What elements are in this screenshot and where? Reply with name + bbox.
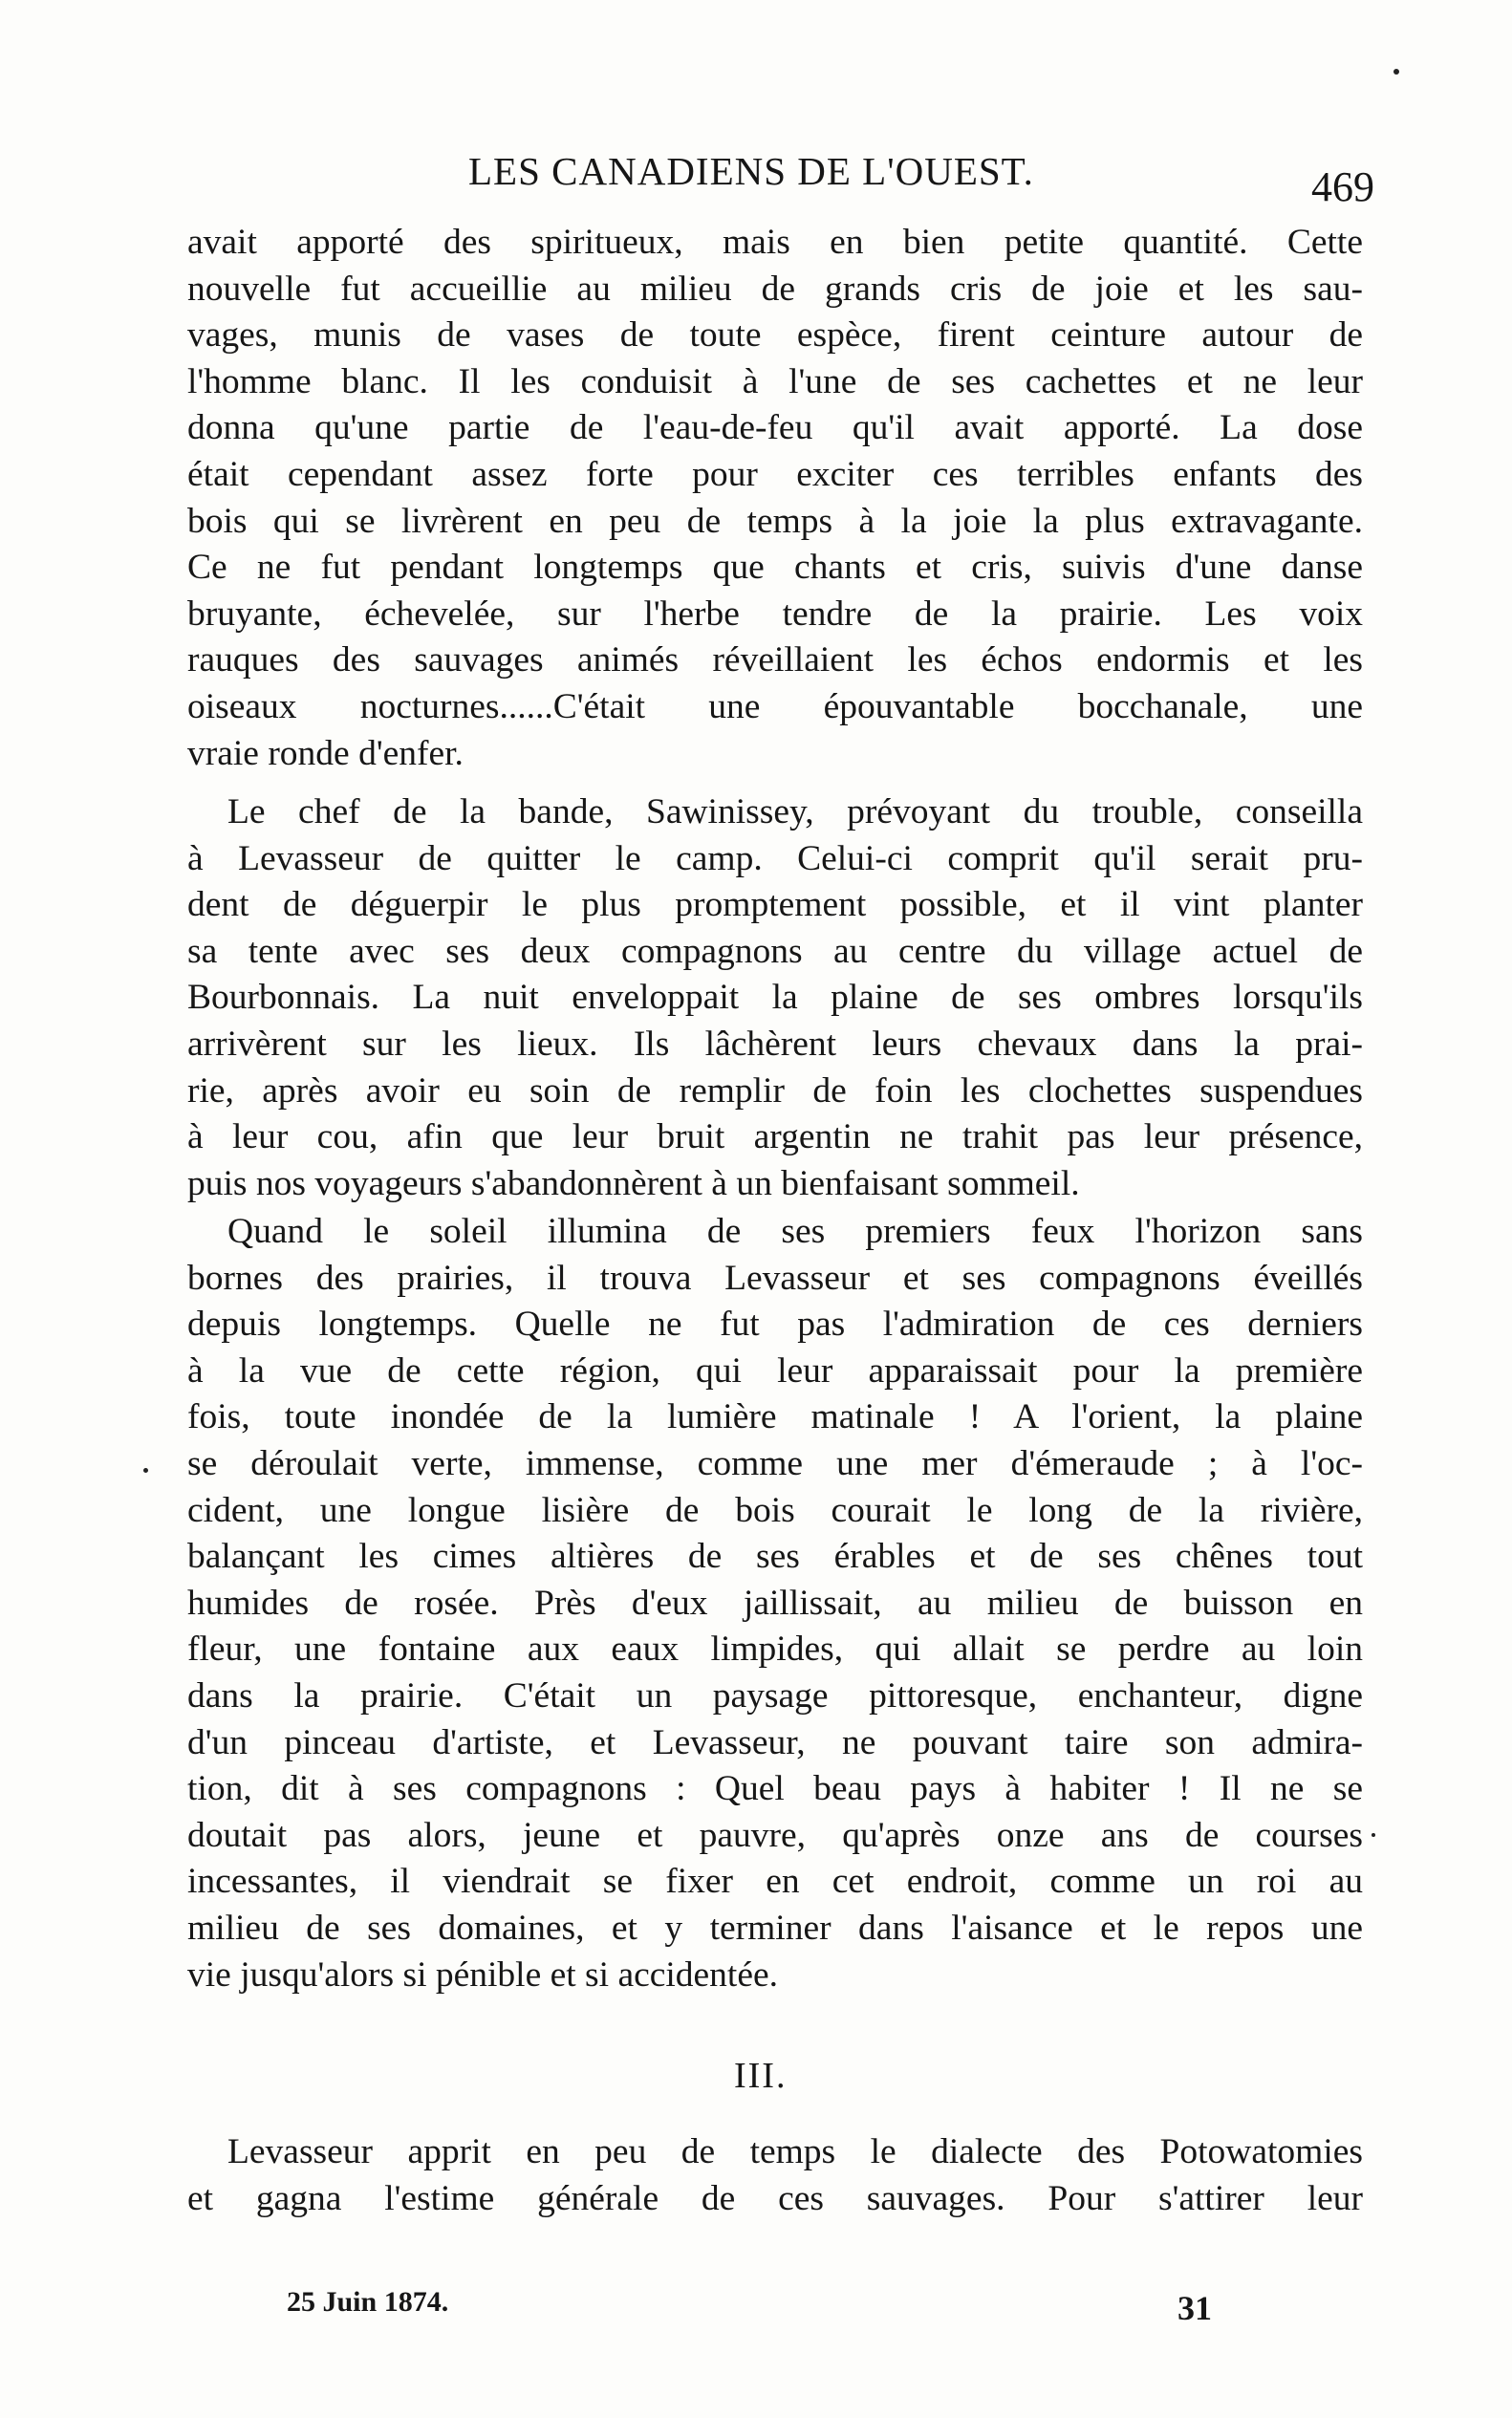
text-line: fleur, une fontaine aux eaux limpides, qui allait se perdre au loin [187, 1630, 1363, 1670]
text-line: Bourbonnais. La nuit enveloppait la plaine de ses ombres lorsqu'ils [187, 978, 1363, 1018]
text-line: humides de rosée. Près d'eux jaillissait, au milieu de buisson en [187, 1583, 1363, 1623]
footer-date: 25 Juin 1874. [287, 2286, 449, 2318]
text-line: incessantes, il viendrait se fixer en cet endroit, comme un roi au [187, 1862, 1363, 1902]
text-line: fois, toute inondée de la lumière matinale ! A l'orient, la plaine [187, 1397, 1363, 1437]
text-line: bruyante, échevelée, sur l'herbe tendre de la prairie. Les voix [187, 594, 1363, 634]
text-line: bornes des prairies, il trouva Levasseur et ses compagnons éveillés [187, 1258, 1363, 1298]
text-line: nouvelle fut accueillie au milieu de grands cris de joie et les sau- [187, 269, 1363, 309]
text-line: se déroulait verte, immense, comme une mer d'émeraude ; à l'oc- [187, 1443, 1363, 1483]
text-line: vraie ronde d'enfer. [187, 733, 464, 773]
text-line: était cependant assez forte pour exciter ces terribles enfants des [187, 454, 1363, 494]
text-line: Ce ne fut pendant longtemps que chants et cris, suivis d'une danse [187, 548, 1363, 588]
scan-speck [1372, 1833, 1375, 1837]
text-line: oiseaux nocturnes......C'était une épouvantable bocchanale, une [187, 686, 1363, 726]
text-line: dent de déguerpir le plus promptement possible, et il vint planter [187, 885, 1363, 925]
scan-speck [143, 1468, 148, 1473]
text-line: tion, dit à ses compagnons : Quel beau pays à habiter ! Il ne se [187, 1769, 1363, 1809]
text-line: arrivèrent sur les lieux. Ils lâchèrent leurs chevaux dans la prai- [187, 1024, 1363, 1064]
text-line: sa tente avec ses deux compagnons au centre du village actuel de [187, 931, 1363, 971]
text-line: balançant les cimes altières de ses érables et de ses chênes tout [187, 1537, 1363, 1577]
text-line: Levasseur apprit en peu de temps le dialecte des Potowatomies [227, 2132, 1363, 2171]
text-line: dans la prairie. C'était un paysage pittoresque, enchanteur, digne [187, 1675, 1363, 1716]
text-line: à Levasseur de quitter le camp. Celui-ci comprit qu'il serait pru- [187, 838, 1363, 878]
signature-mark: 31 [1177, 2289, 1212, 2327]
text-line: rauques des sauvages animés réveillaient les échos endormis et les [187, 640, 1363, 680]
paragraph-4 [187, 2129, 1363, 2222]
text-line: vages, munis de vases de toute espèce, firent ceinture autour de [187, 315, 1363, 356]
text-line: depuis longtemps. Quelle ne fut pas l'admiration de ces derniers [187, 1305, 1363, 1345]
text-line: Le chef de la bande, Sawinissey, prévoyant du trouble, conseilla [227, 792, 1363, 831]
paragraph-2 [187, 789, 1363, 1207]
text-line: cident, une longue lisière de bois courait le long de la rivière, [187, 1490, 1363, 1530]
text-line: rie, après avoir eu soin de remplir de foin les clochettes suspendues [187, 1070, 1363, 1111]
paragraph-3 [187, 1209, 1363, 1998]
text-line: Quand le soleil illumina de ses premiers feux l'horizon sans [227, 1212, 1363, 1251]
text-line: milieu de ses domaines, et y terminer dans l'aisance et le repos une [187, 1908, 1363, 1948]
text-line: vie jusqu'alors si pénible et si accidentée. [187, 1954, 779, 1995]
section-heading: III. [734, 2056, 788, 2096]
scan-speck [1393, 69, 1399, 75]
text-line: à leur cou, afin que leur bruit argentin ne trahit pas leur présence, [187, 1117, 1363, 1157]
text-line: puis nos voyageurs s'abandonnèrent à un bienfaisant sommeil. [187, 1163, 1080, 1203]
text-line: doutait pas alors, jeune et pauvre, qu'après onze ans de courses [187, 1815, 1363, 1855]
text-line: bois qui se livrèrent en peu de temps à la joie la plus extravagante. [187, 501, 1363, 541]
text-line: et gagna l'estime générale de ces sauvages. Pour s'attirer leur [187, 2178, 1363, 2218]
text-line: avait apporté des spiritueux, mais en bien petite quantité. Cette [187, 223, 1363, 262]
text-line: d'un pinceau d'artiste, et Levasseur, ne pouvant taire son admira- [187, 1722, 1363, 1762]
text-line: à la vue de cette région, qui leur apparaissait pour la première [187, 1350, 1363, 1391]
paragraph-1 [187, 220, 1363, 777]
page-number: 469 [1311, 163, 1374, 210]
running-title: LES CANADIENS DE L'OUEST. [468, 149, 1034, 193]
text-line: l'homme blanc. Il les conduisit à l'une de ses cachettes et ne leur [187, 361, 1363, 401]
text-line: donna qu'une partie de l'eau-de-feu qu'il avait apporté. La dose [187, 408, 1363, 448]
